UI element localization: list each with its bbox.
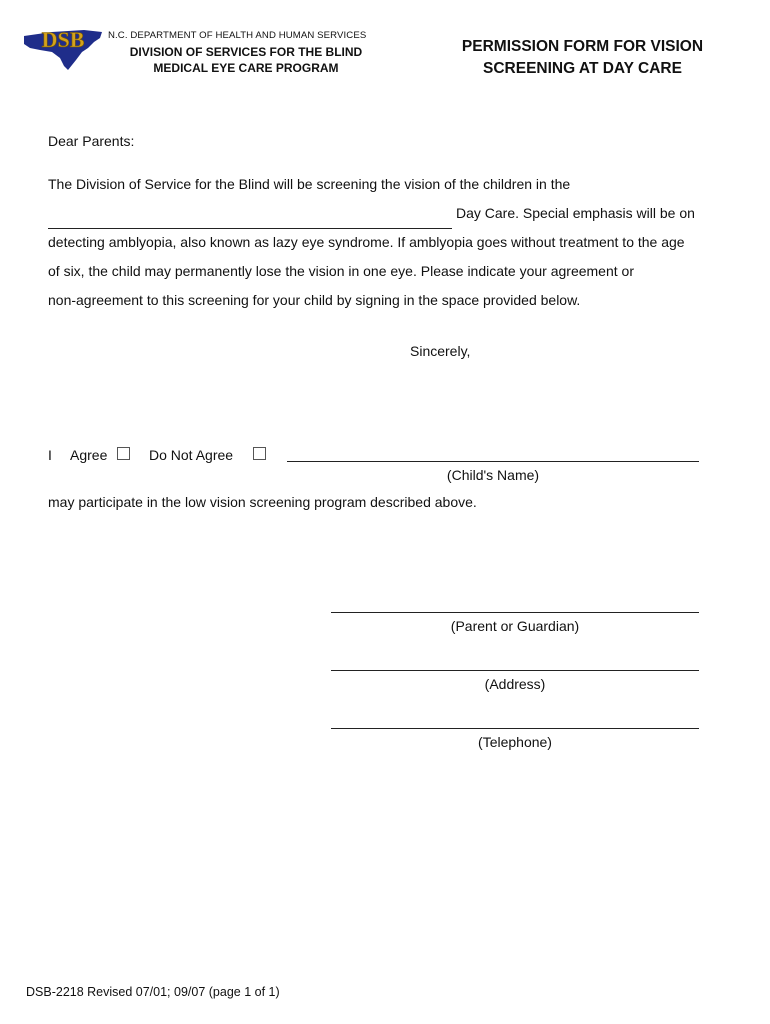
- paragraph-line-5: non-agreement to this screening for your child by signing in the space provided below.: [48, 292, 581, 308]
- form-title-line2: SCREENING AT DAY CARE: [483, 60, 682, 77]
- department-name: N.C. DEPARTMENT OF HEALTH AND HUMAN SERVICES: [108, 30, 367, 41]
- dsb-logo: [22, 26, 106, 74]
- form-title-line1: PERMISSION FORM FOR VISION: [461, 38, 704, 55]
- form-code: DSB-2218 Revised 07/01; 09/07 (page 1 of 1): [26, 985, 280, 999]
- child-name-caption: (Child's Name): [446, 467, 540, 483]
- telephone-line[interactable]: [331, 728, 699, 729]
- telephone-caption: (Telephone): [478, 734, 552, 750]
- program-name: MEDICAL EYE CARE PROGRAM: [153, 61, 339, 75]
- paragraph-line-3: detecting amblyopia, also known as lazy eye syndrome. If amblyopia goes without treatment to the age: [48, 234, 685, 250]
- not-agree-label: Do Not Agree: [149, 447, 234, 463]
- paragraph-line-4: of six, the child may permanently lose the vision in one eye. Please indicate your agreement or: [48, 263, 634, 279]
- agree-label: Agree: [70, 447, 108, 463]
- parent-signature-line[interactable]: [331, 612, 699, 613]
- form-title: [420, 36, 745, 80]
- agree-checkbox[interactable]: [117, 447, 130, 460]
- division-block: [108, 44, 384, 76]
- salutation: Dear Parents:: [48, 133, 135, 149]
- day-care-name-line[interactable]: [48, 228, 452, 229]
- logo-text: DSB: [41, 27, 85, 52]
- address-caption: (Address): [484, 676, 546, 692]
- child-name-line[interactable]: [287, 461, 699, 462]
- consent-statement: may participate in the low vision screening program described above.: [48, 494, 477, 510]
- parent-caption: (Parent or Guardian): [450, 618, 580, 634]
- i-label: I: [48, 447, 52, 463]
- division-name: DIVISION OF SERVICES FOR THE BLIND: [129, 45, 363, 59]
- closing: Sincerely,: [410, 343, 471, 359]
- not-agree-checkbox[interactable]: [253, 447, 266, 460]
- nc-state-map-icon: [22, 26, 106, 74]
- paragraph-line-1: The Division of Service for the Blind will be screening the vision of the children in the: [48, 176, 571, 192]
- address-line[interactable]: [331, 670, 699, 671]
- paragraph-line-2: Day Care. Special emphasis will be on: [456, 205, 695, 221]
